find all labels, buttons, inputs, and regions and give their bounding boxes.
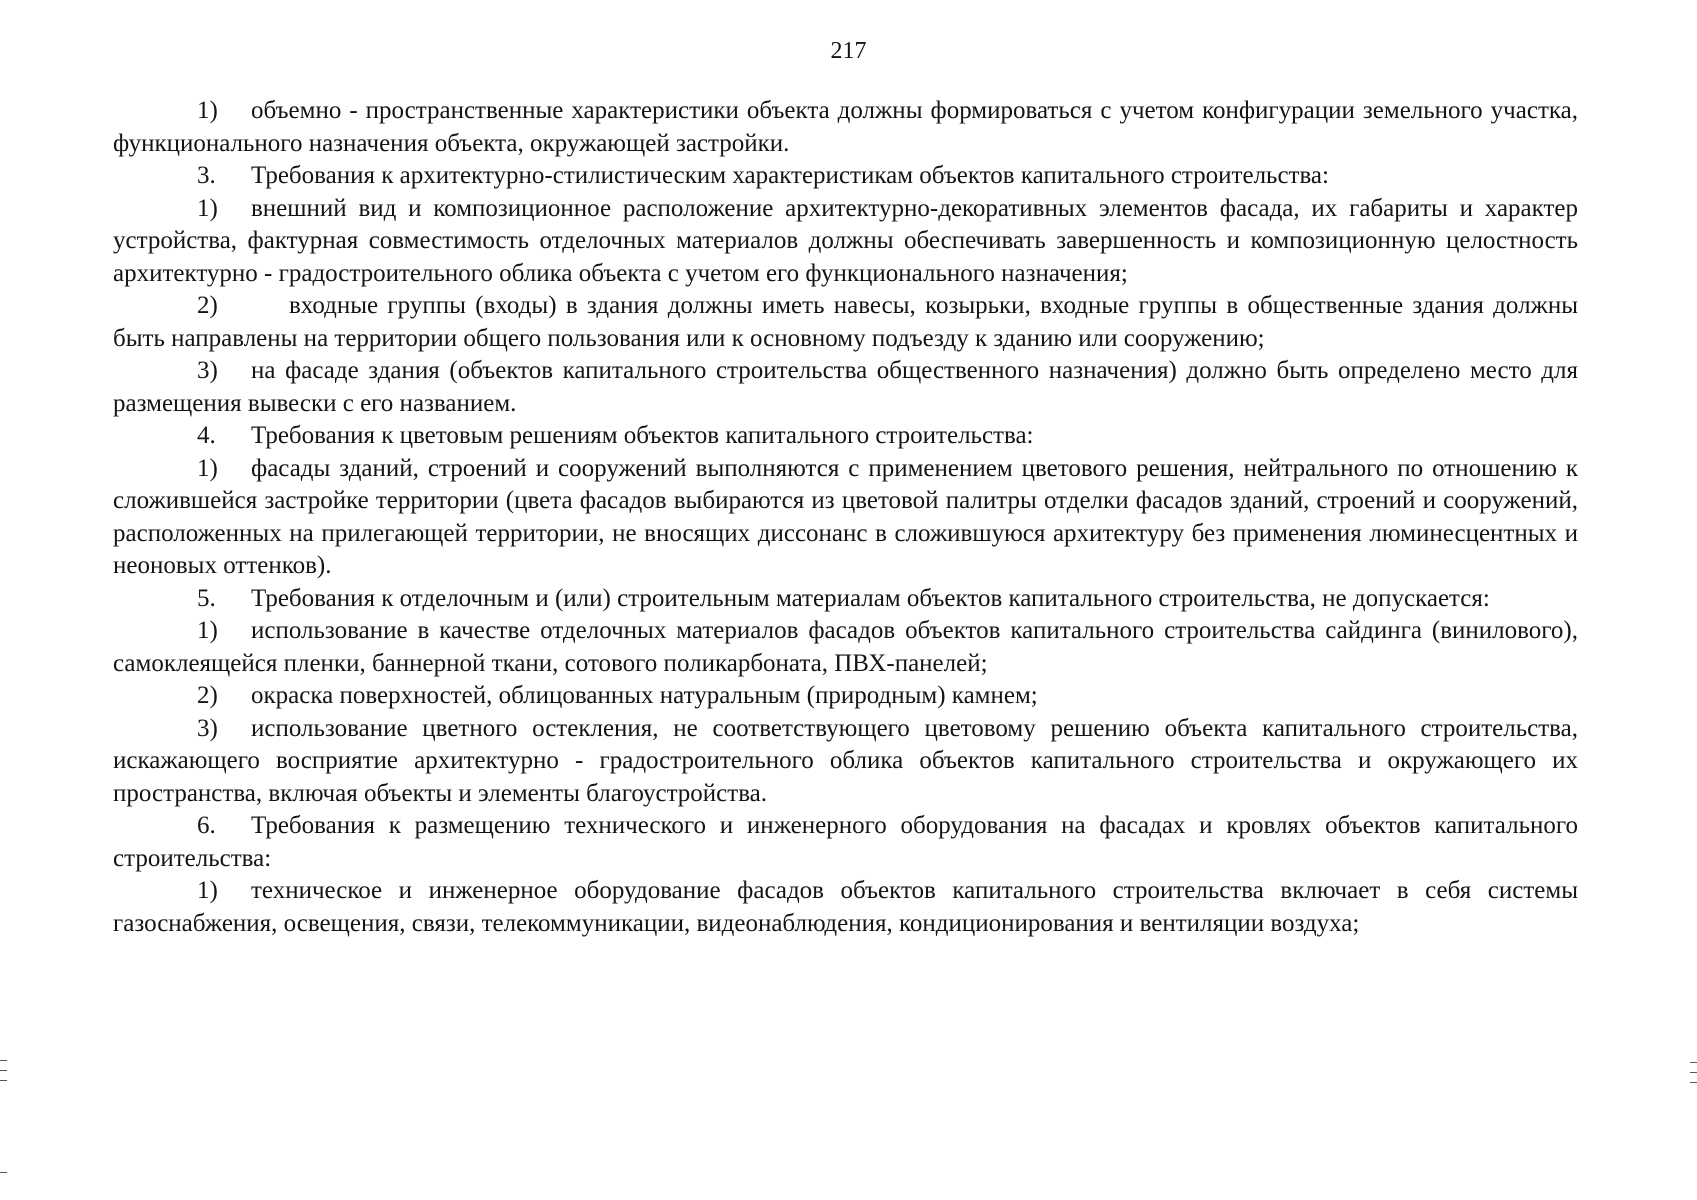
page-number: 217 [830,38,867,64]
item-number: 3) [197,714,218,742]
list-item [113,615,1578,680]
item-text: окраска поверхностей, облицованных натуральным (природным) камнем; [251,682,1038,709]
list-item [113,95,1578,160]
list-item [113,453,1578,583]
list-item [113,680,1578,713]
item-text: использование в качестве отделочных материалов фасадов объектов капитального строительства сайдинга (винилового), самоклеящейся пленки, баннерной ткани, сотового поликарбоната, ПВХ-панелей; [113,617,1578,677]
item-number: 4. [197,422,216,449]
item-number: 2) [197,682,218,709]
item-number: 3) [197,357,218,384]
item-number: 5. [197,584,216,612]
document-body [113,95,1578,940]
item-number: 2) [197,292,218,319]
list-item [113,875,1578,940]
list-item [113,355,1578,420]
item-number: 6. [197,812,216,839]
item-text: на фасаде здания (объектов капитального строительства общественного назначения) должно быть определено место для размещения вывески с его названием. [113,357,1578,417]
item-text: Требования к отделочным и (или) строительным материалам объектов капитального строительства, не допускается: [251,584,1490,612]
item-text: использование цветного остекления, не соответствующего цветовому решению объекта капитального строительства, искажающего восприятие архитектурно - градостроительного облика объектов капитального строительства и окружающего их пространства, включая объекты и элементы благоустройства. [113,714,1578,807]
list-item [113,713,1578,811]
item-number: 1) [197,97,218,124]
section-heading [113,160,1578,193]
item-text: техническое и инженерное оборудование фасадов объектов капитального строительства включает в себя системы газоснабжения, освещения, связи, телекоммуникации, видеонаблюдения, кондиционирования и вентиляции воздуха; [113,877,1578,937]
item-text: фасады зданий, строений и сооружений выполняются с применением цветового решения, нейтрального по отношению к сложившейся застройке территории (цвета фасадов выбираются из цветовой палитры отделки фасадов зданий, строений и сооружений, расположенных на прилегающей территории, не вносящих диссонанс в сложившуюся архитектуру без применения люминесцентных и неоновых оттенков). [113,454,1578,579]
item-number: 1) [197,194,218,222]
list-item [113,193,1578,291]
item-number: 1) [197,877,218,904]
item-text: Требования к цветовым решениям объектов капитального строительства: [251,422,1034,449]
section-heading [113,583,1578,616]
section-heading [113,420,1578,453]
item-number: 3. [197,162,216,189]
item-text: объемно - пространственные характеристики объекта должны формироваться с учетом конфигурации земельного участка, функционального назначения объекта, окружающей застройки. [113,97,1578,157]
item-text: входные группы (входы) в здания должны иметь навесы, козырьки, входные группы в общественные здания должны быть направлены на территории общего пользования или к основному подъезду к зданию или сооружению; [113,292,1578,352]
list-item [113,290,1578,355]
item-number: 1) [197,617,218,644]
item-text: Требования к размещению технического и инженерного оборудования на фасадах и кровлях объектов капитального строительства: [113,812,1578,872]
item-text: внешний вид и композиционное расположение архитектурно-декоративных элементов фасада, их габариты и характер устройства, фактурная совместимость отделочных материалов должны обеспечивать завершенность и композиционную целостность архитектурно - градостроительного облика объекта с учетом его функционального назначения; [113,194,1578,287]
section-heading [113,810,1578,875]
item-text: Требования к архитектурно-стилистическим характеристикам объектов капитального строительства: [251,162,1329,189]
item-number: 1) [197,454,218,482]
